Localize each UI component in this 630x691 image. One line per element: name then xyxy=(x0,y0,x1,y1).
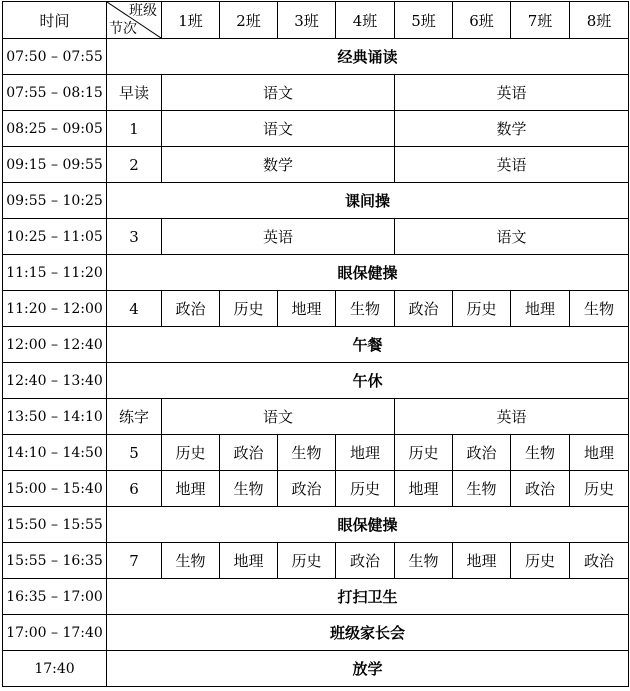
time-cell: 16:35 – 17:00 xyxy=(3,579,107,615)
time-cell: 09:55 – 10:25 xyxy=(3,183,107,219)
schedule-row xyxy=(3,363,629,399)
schedule-row xyxy=(3,327,629,363)
time-cell: 07:50 – 07:55 xyxy=(3,39,107,75)
subject-cell: 地理 xyxy=(278,291,336,327)
subject-cell: 生物 xyxy=(336,291,395,327)
time-cell: 15:00 – 15:40 xyxy=(3,471,107,507)
subject-cell: 政治 xyxy=(220,435,278,471)
time-cell: 07:55 – 08:15 xyxy=(3,75,107,111)
subject-cell-classes-5-8: 英语 xyxy=(395,399,629,435)
activity-banner: 午餐 xyxy=(107,327,629,363)
subject-cell: 政治 xyxy=(162,291,220,327)
schedule-row xyxy=(3,183,629,219)
schedule-row xyxy=(3,399,629,435)
subject-cell-classes-5-8: 数学 xyxy=(395,111,629,147)
subject-cell-classes-1-4: 数学 xyxy=(162,147,395,183)
activity-banner: 放学 xyxy=(107,651,629,687)
schedule-row xyxy=(3,147,629,183)
time-cell: 13:50 – 14:10 xyxy=(3,399,107,435)
time-cell: 15:50 – 15:55 xyxy=(3,507,107,543)
subject-cell: 地理 xyxy=(570,435,629,471)
schedule-row xyxy=(3,291,629,327)
corner-period-label: 节次 xyxy=(109,21,137,37)
subject-cell-classes-1-4: 语文 xyxy=(162,75,395,111)
time-cell: 11:15 – 11:20 xyxy=(3,255,107,291)
period-cell: 4 xyxy=(107,291,162,327)
time-cell: 14:10 – 14:50 xyxy=(3,435,107,471)
subject-cell: 地理 xyxy=(220,543,278,579)
subject-cell: 政治 xyxy=(395,291,453,327)
schedule-row xyxy=(3,471,629,507)
subject-cell-classes-5-8: 语文 xyxy=(395,219,629,255)
subject-cell: 地理 xyxy=(162,471,220,507)
subject-cell: 地理 xyxy=(511,291,570,327)
time-cell: 15:55 – 16:35 xyxy=(3,543,107,579)
schedule-row xyxy=(3,615,629,651)
period-cell: 7 xyxy=(107,543,162,579)
period-cell: 3 xyxy=(107,219,162,255)
schedule-row xyxy=(3,651,629,687)
period-cell: 5 xyxy=(107,435,162,471)
subject-cell: 生物 xyxy=(220,471,278,507)
class-header: 4班 xyxy=(336,2,395,39)
subject-cell: 历史 xyxy=(220,291,278,327)
subject-cell: 历史 xyxy=(395,435,453,471)
activity-banner: 午休 xyxy=(107,363,629,399)
period-cell: 6 xyxy=(107,471,162,507)
schedule-row xyxy=(3,507,629,543)
subject-cell: 生物 xyxy=(511,435,570,471)
subject-cell: 历史 xyxy=(278,543,336,579)
class-header: 2班 xyxy=(220,2,278,39)
schedule-row xyxy=(3,219,629,255)
subject-cell: 政治 xyxy=(453,435,511,471)
subject-cell: 生物 xyxy=(278,435,336,471)
time-cell: 17:00 – 17:40 xyxy=(3,615,107,651)
subject-cell-classes-5-8: 英语 xyxy=(395,147,629,183)
activity-banner: 经典诵读 xyxy=(107,39,629,75)
subject-cell: 历史 xyxy=(570,471,629,507)
period-cell: 早读 xyxy=(107,75,162,111)
subject-cell: 生物 xyxy=(570,291,629,327)
subject-cell-classes-1-4: 语文 xyxy=(162,399,395,435)
time-cell: 12:00 – 12:40 xyxy=(3,327,107,363)
corner-class-label: 班级 xyxy=(129,3,157,19)
period-cell: 2 xyxy=(107,147,162,183)
activity-banner: 打扫卫生 xyxy=(107,579,629,615)
time-cell: 08:25 – 09:05 xyxy=(3,111,107,147)
subject-cell: 政治 xyxy=(511,471,570,507)
class-header: 1班 xyxy=(162,2,220,39)
time-cell: 10:25 – 11:05 xyxy=(3,219,107,255)
subject-cell: 政治 xyxy=(336,543,395,579)
class-header: 3班 xyxy=(278,2,336,39)
schedule-row xyxy=(3,255,629,291)
time-cell: 12:40 – 13:40 xyxy=(3,363,107,399)
time-cell: 09:15 – 09:55 xyxy=(3,147,107,183)
subject-cell: 生物 xyxy=(453,471,511,507)
class-schedule-table xyxy=(2,1,629,687)
time-cell: 17:40 xyxy=(3,651,107,687)
time-header: 时间 xyxy=(3,2,107,39)
subject-cell: 地理 xyxy=(336,435,395,471)
activity-banner: 课间操 xyxy=(107,183,629,219)
schedule-row xyxy=(3,75,629,111)
activity-banner: 眼保健操 xyxy=(107,507,629,543)
schedule-row xyxy=(3,39,629,75)
activity-banner: 眼保健操 xyxy=(107,255,629,291)
subject-cell: 地理 xyxy=(395,471,453,507)
class-header: 6班 xyxy=(453,2,511,39)
class-header: 8班 xyxy=(570,2,629,39)
subject-cell: 地理 xyxy=(453,543,511,579)
schedule-row xyxy=(3,579,629,615)
period-cell: 1 xyxy=(107,111,162,147)
class-header: 7班 xyxy=(511,2,570,39)
subject-cell-classes-1-4: 语文 xyxy=(162,111,395,147)
subject-cell: 政治 xyxy=(570,543,629,579)
corner-header xyxy=(107,2,162,39)
schedule-row xyxy=(3,543,629,579)
schedule-row xyxy=(3,111,629,147)
class-header: 5班 xyxy=(395,2,453,39)
subject-cell: 生物 xyxy=(162,543,220,579)
subject-cell: 政治 xyxy=(278,471,336,507)
subject-cell-classes-1-4: 英语 xyxy=(162,219,395,255)
subject-cell-classes-5-8: 英语 xyxy=(395,75,629,111)
period-cell: 练字 xyxy=(107,399,162,435)
subject-cell: 历史 xyxy=(162,435,220,471)
time-cell: 11:20 – 12:00 xyxy=(3,291,107,327)
activity-banner: 班级家长会 xyxy=(107,615,629,651)
header-row xyxy=(3,2,629,39)
schedule-row xyxy=(3,435,629,471)
subject-cell: 历史 xyxy=(511,543,570,579)
subject-cell: 生物 xyxy=(395,543,453,579)
subject-cell: 历史 xyxy=(453,291,511,327)
subject-cell: 历史 xyxy=(336,471,395,507)
